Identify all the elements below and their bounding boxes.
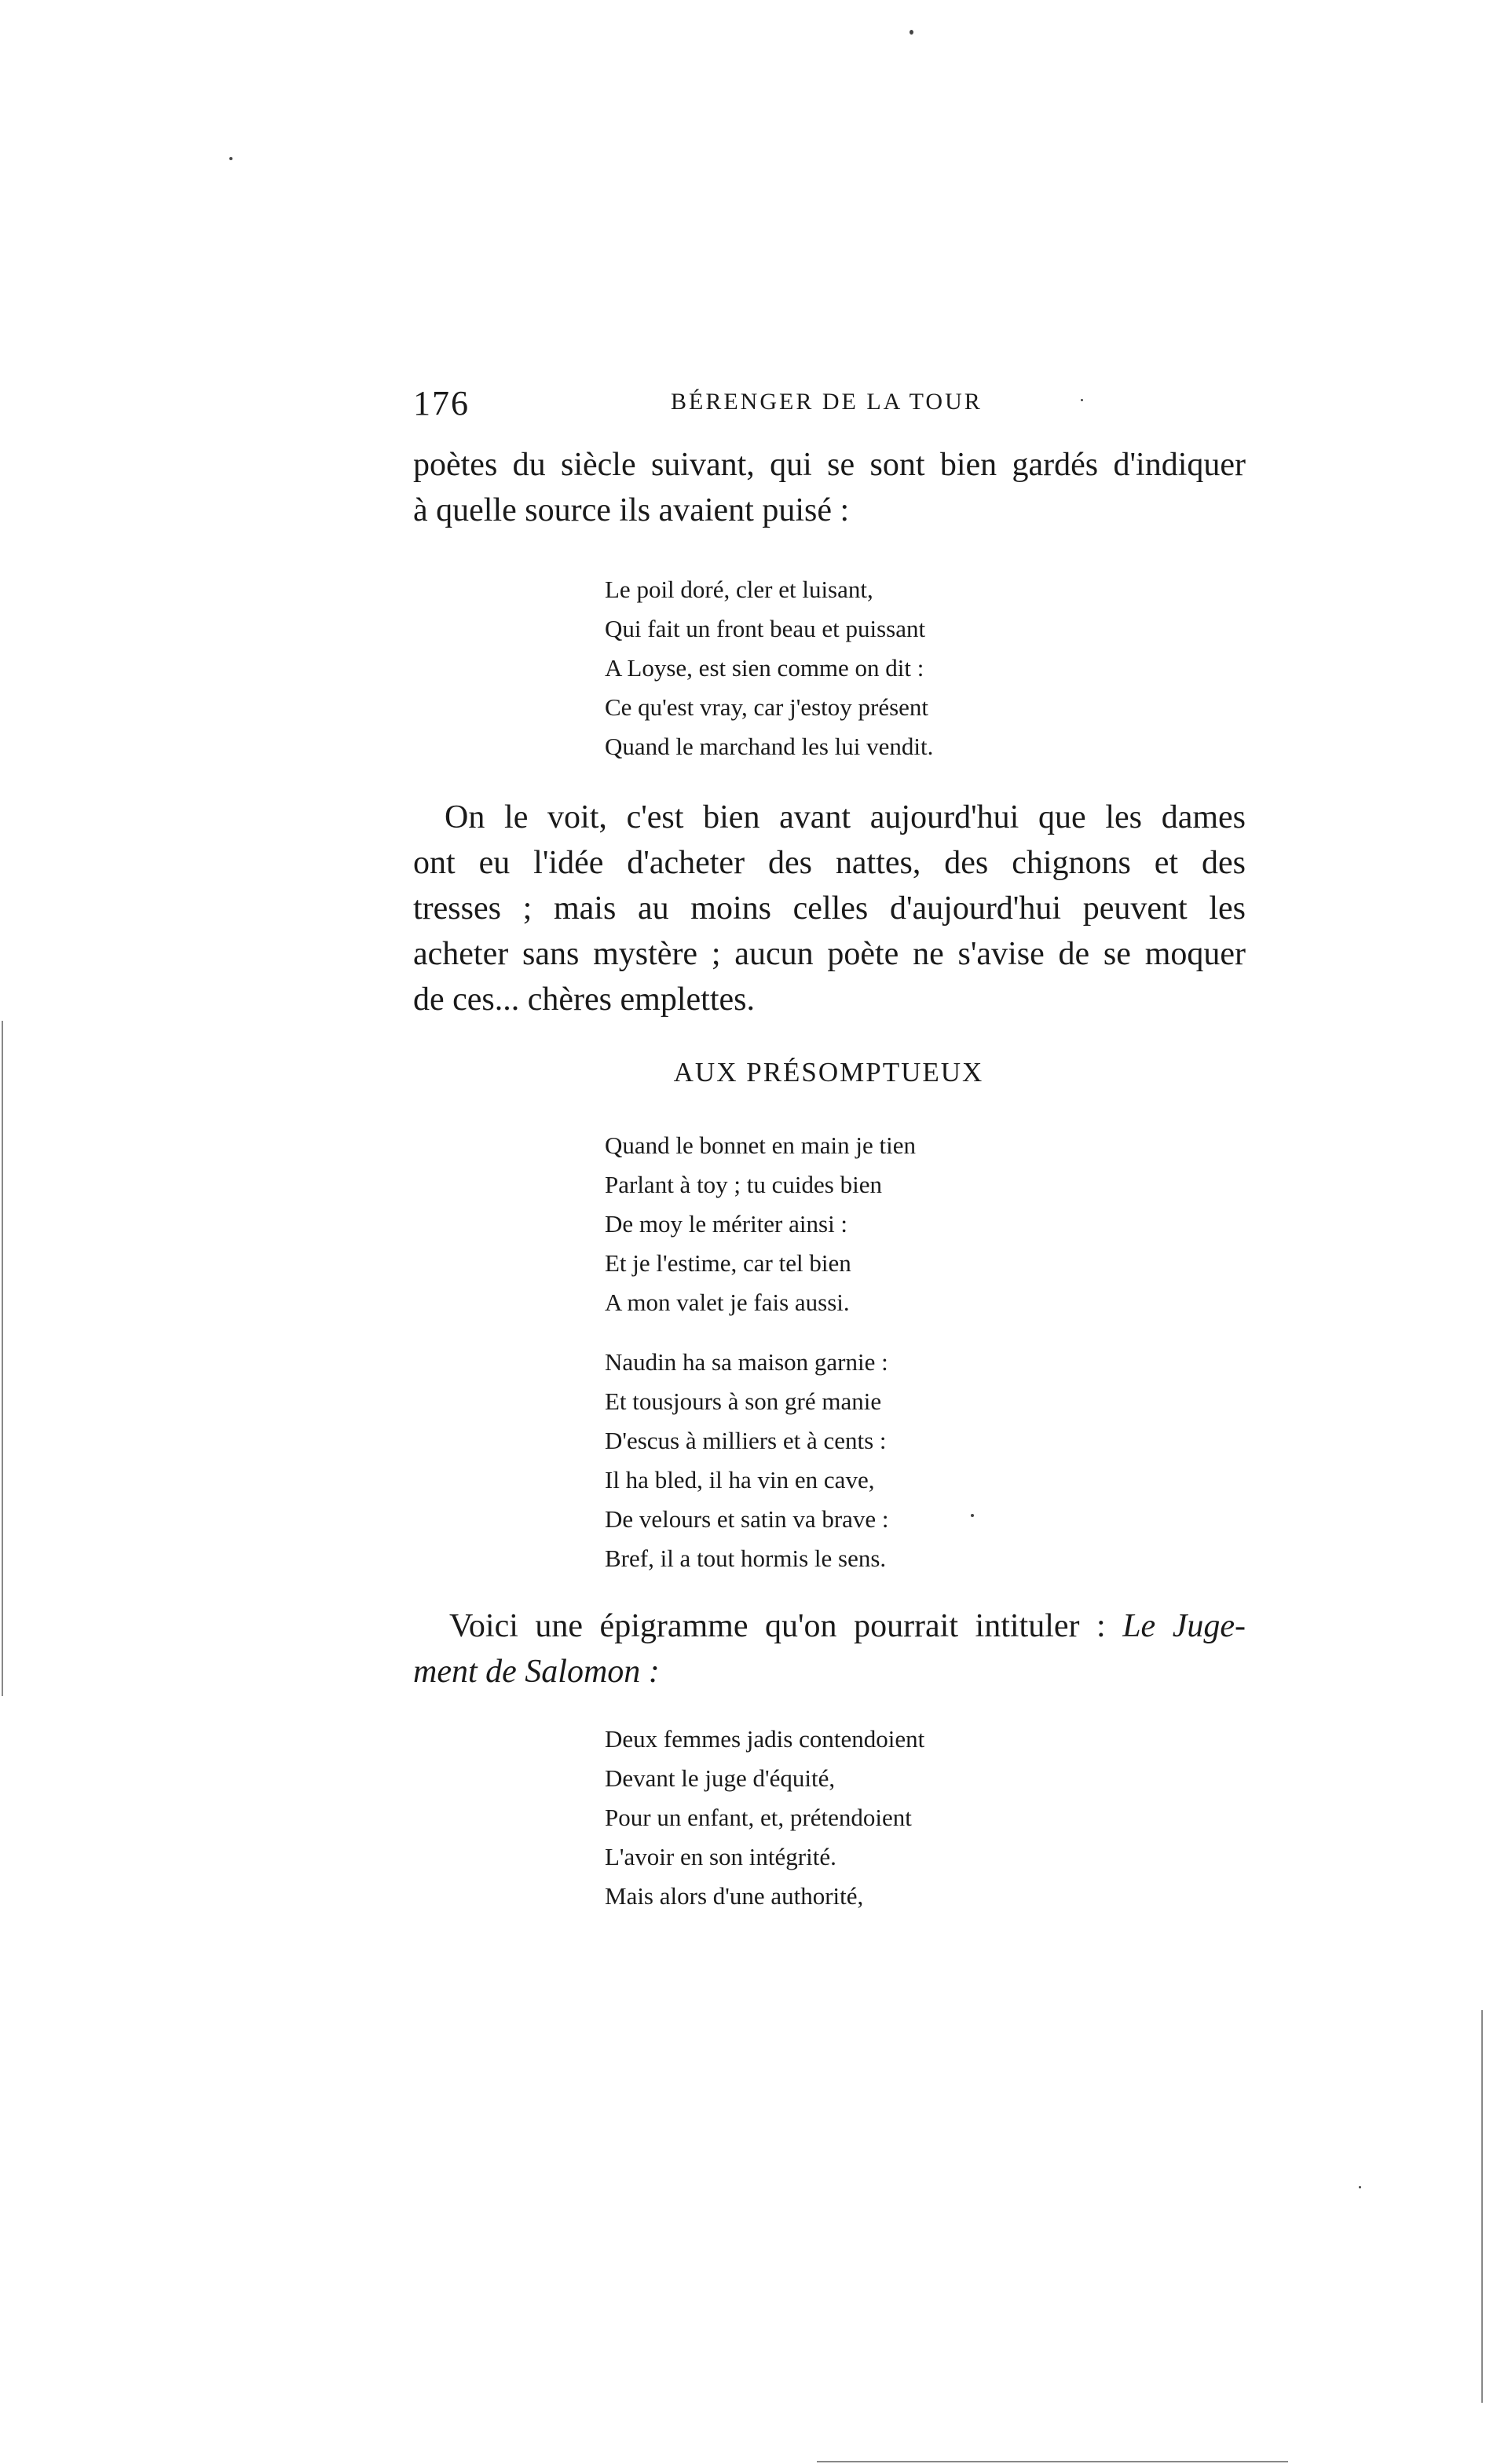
section-title: AUX PRÉSOMPTUEUX	[673, 1057, 984, 1088]
verse-line: Et je l'estime, car tel bien	[605, 1249, 851, 1277]
verse-block-3	[605, 1720, 924, 1916]
verse-line: Bref, il a tout hormis le sens.	[605, 1545, 887, 1572]
paragraph-3	[413, 1603, 1246, 1694]
scan-edge-line	[2, 1021, 3, 1696]
running-title: BÉRENGER DE LA TOUR	[671, 389, 983, 415]
verse-stanza-1	[605, 1126, 916, 1322]
paragraph-line: de ces... chères emplettes.	[413, 982, 755, 1018]
scan-speck	[1359, 2186, 1361, 2188]
verse-line: A mon valet je fais aussi.	[605, 1289, 850, 1316]
verse-line: Quand le bonnet en main je tien	[605, 1131, 916, 1159]
scan-speck	[910, 30, 913, 35]
verse-stanza-2	[605, 1343, 889, 1578]
italic-title: Le Juge-	[1122, 1608, 1246, 1644]
paragraph-2	[413, 795, 1246, 1022]
paragraph-text: Voici une épigramme qu'on pourrait intituler :	[449, 1608, 1123, 1644]
verse-line: De moy le mériter ainsi :	[605, 1210, 848, 1237]
paragraph-line	[413, 1649, 1246, 1694]
paragraph-line: acheter sans mystère ; aucun poète ne s'avise de se moquer	[413, 936, 1246, 972]
verse-line: Qui fait un front beau et puissant	[605, 615, 926, 642]
paragraph-line: On le voit, c'est bien avant aujourd'hui que les dames	[445, 799, 1246, 835]
verse-line: Pour un enfant, et, prétendoient	[605, 1804, 912, 1831]
paragraph-1	[413, 442, 1246, 533]
scan-speck	[229, 157, 232, 160]
italic-title: ment de Salomon :	[413, 1654, 660, 1690]
verse-line: Il ha bled, il ha vin en cave,	[605, 1466, 875, 1493]
paragraph-line: ont eu l'idée d'acheter des nattes, des chignons et des	[413, 845, 1246, 881]
verse-line: Et tousjours à son gré manie	[605, 1387, 882, 1415]
verse-line: Ce qu'est vray, car j'estoy présent	[605, 693, 929, 721]
page-number: 176	[413, 384, 470, 422]
verse-line: Naudin ha sa maison garnie :	[605, 1348, 888, 1376]
verse-block-1	[605, 570, 933, 766]
verse-line: Deux femmes jadis contendoient	[605, 1725, 925, 1753]
paragraph-line: à quelle source ils avaient puisé :	[413, 492, 850, 528]
paragraph-line: tresses ; mais au moins celles d'aujourd'hui peuvent les	[413, 890, 1246, 927]
paragraph-line: poètes du siècle suivant, qui se sont bien gardés d'indiquer	[413, 447, 1246, 483]
scan-speck	[1081, 399, 1083, 401]
verse-line: Mais alors d'une authorité,	[605, 1882, 864, 1910]
verse-line: Devant le juge d'équité,	[605, 1764, 836, 1792]
verse-line: De velours et satin va brave :	[605, 1505, 889, 1533]
verse-line: Quand le marchand les lui vendit.	[605, 733, 934, 760]
scan-speck	[971, 1514, 974, 1517]
verse-line: Parlant à toy ; tu cuides bien	[605, 1171, 882, 1198]
scan-edge-line	[1481, 2010, 1483, 2403]
paragraph-line	[413, 1603, 1246, 1649]
verse-line: A Loyse, est sien comme on dit :	[605, 654, 924, 682]
verse-line: Le poil doré, cler et luisant,	[605, 576, 873, 603]
verse-line: L'avoir en son intégrité.	[605, 1843, 836, 1870]
verse-line: D'escus à milliers et à cents :	[605, 1427, 887, 1454]
scan-edge-line	[817, 2461, 1288, 2462]
